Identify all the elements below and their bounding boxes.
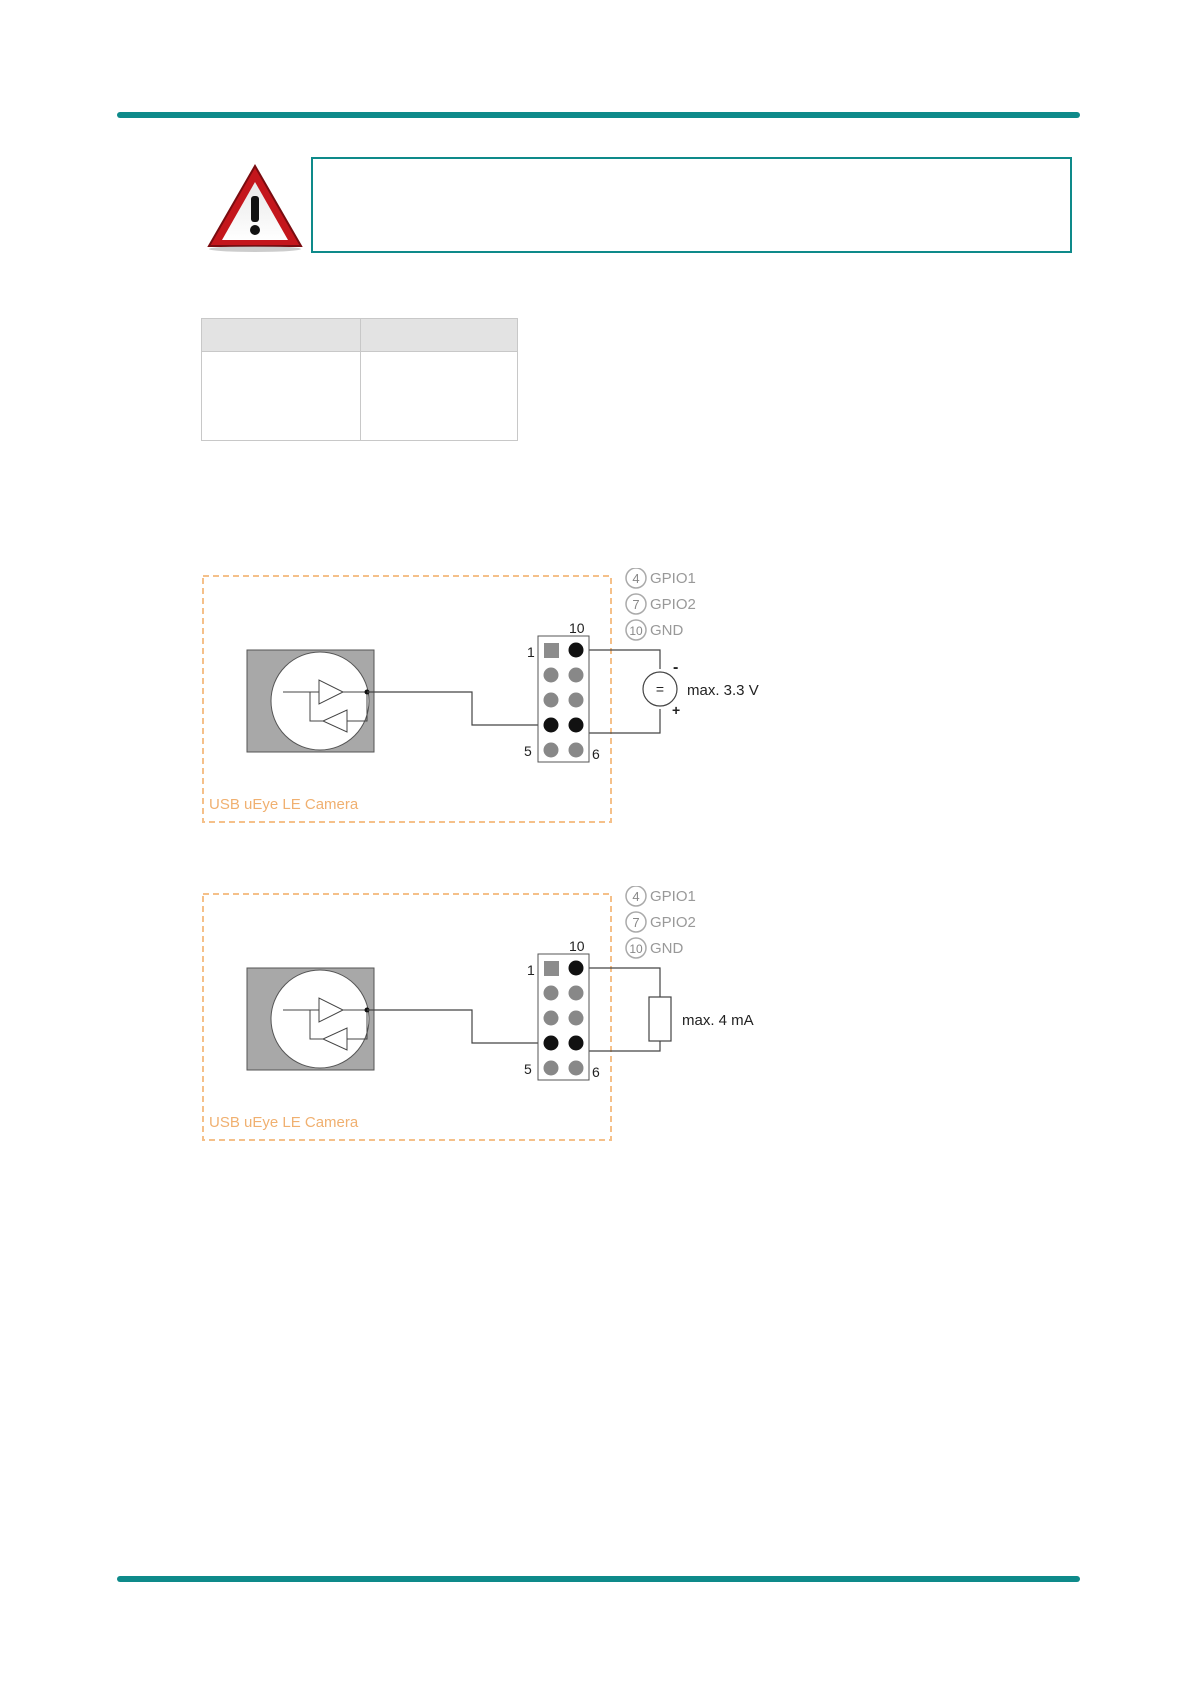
- pin-label: 1: [527, 962, 535, 978]
- table-header-cell: [361, 319, 518, 352]
- output-stage-icon: [247, 968, 374, 1070]
- pin-label: 5: [524, 743, 532, 759]
- minus-sign: -: [673, 659, 679, 676]
- warning-icon: [205, 160, 305, 252]
- source-symbol: =: [655, 681, 665, 697]
- legend-num: 7: [632, 597, 640, 612]
- camera-label: USB uEye LE Camera: [209, 796, 359, 813]
- legend-label: GND: [650, 940, 684, 957]
- connector: [538, 636, 589, 762]
- legend-num: 4: [632, 889, 640, 904]
- value-label: max. 3.3 V: [687, 682, 759, 699]
- legend-num: 7: [632, 915, 640, 930]
- table-header-row: [202, 319, 518, 352]
- legend-num: 10: [629, 624, 643, 638]
- pin-label: 1: [527, 644, 535, 660]
- plus-sign: +: [672, 702, 681, 718]
- table-cell: [202, 352, 361, 441]
- table-header-cell: [202, 319, 361, 352]
- pin-label: 5: [524, 1061, 532, 1077]
- legend-label: GPIO1: [650, 888, 696, 905]
- legend-label: GPIO2: [650, 596, 696, 613]
- value-label: max. 4 mA: [682, 1012, 754, 1029]
- legend-label: GPIO2: [650, 914, 696, 931]
- pin-label: 10: [569, 938, 585, 954]
- resistor-icon: [649, 997, 671, 1041]
- output-stage-icon: [247, 650, 374, 752]
- circuit-diagram-voltage: [195, 568, 795, 832]
- connector: [538, 954, 589, 1080]
- legend-num: 4: [632, 571, 640, 586]
- header-rule: [117, 112, 1080, 118]
- legend: [626, 568, 696, 640]
- pin-label: 10: [569, 620, 585, 636]
- circuit-diagram-current: [195, 886, 795, 1150]
- camera-label: USB uEye LE Camera: [209, 1114, 359, 1131]
- legend-label: GPIO1: [650, 570, 696, 587]
- pin-label: 6: [592, 1064, 600, 1080]
- legend-label: GND: [650, 622, 684, 639]
- legend-num: 10: [629, 942, 643, 956]
- voltage-source-icon: [643, 672, 677, 706]
- footer-rule: [117, 1576, 1080, 1582]
- table-cell: [361, 352, 518, 441]
- warning-box: [311, 157, 1072, 253]
- legend: [626, 886, 696, 958]
- table-row: [202, 352, 518, 441]
- pin-label: 6: [592, 746, 600, 762]
- spec-table: [201, 318, 518, 441]
